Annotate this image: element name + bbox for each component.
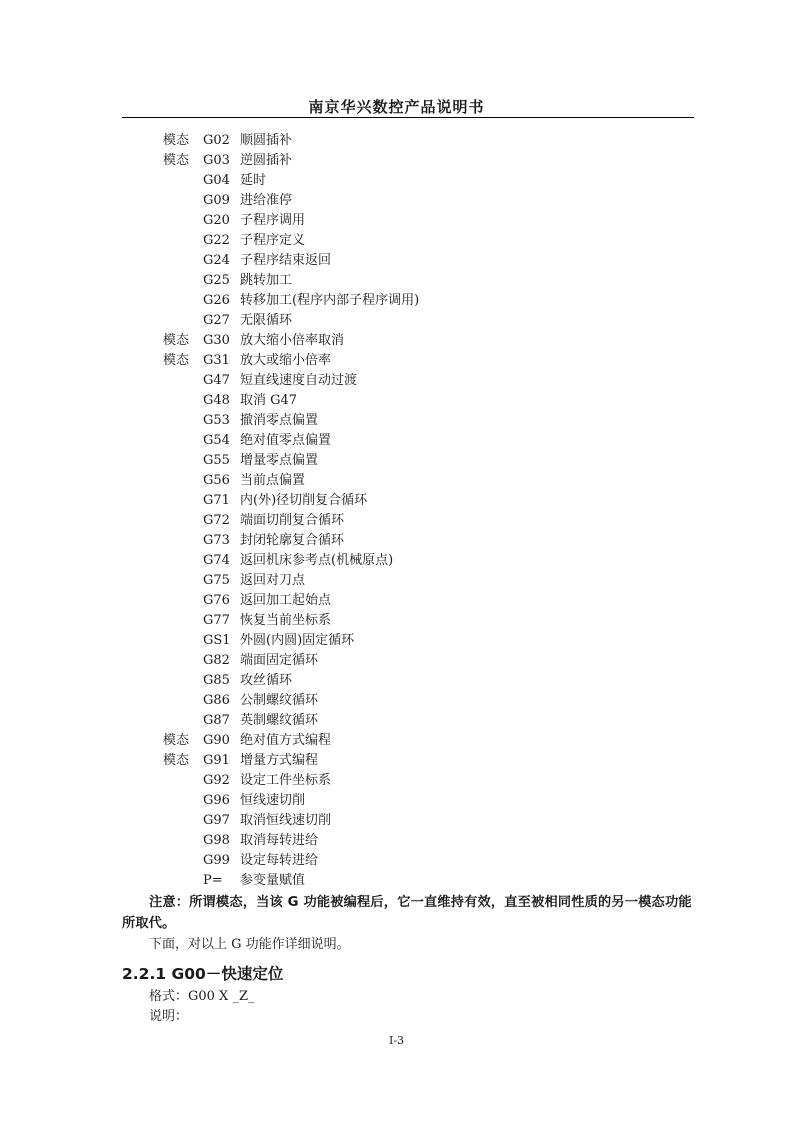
- g-code: G73: [203, 533, 230, 548]
- code-row: [0, 171, 793, 191]
- code-description: 公制螺纹循环: [240, 693, 319, 708]
- g-code-list: [0, 131, 793, 891]
- code-row: [0, 291, 793, 311]
- code-description: 放大或缩小倍率: [240, 353, 332, 368]
- code-row: [0, 351, 793, 371]
- code-description: 参变量赋值: [240, 873, 306, 888]
- g-code: G75: [203, 573, 230, 588]
- code-description: 无限循环: [240, 313, 293, 328]
- code-description: 短直线速度自动过渡: [240, 373, 358, 388]
- code-description: 进给准停: [240, 193, 293, 208]
- g-code: G02: [203, 133, 230, 148]
- g-code: G90: [203, 733, 230, 748]
- code-description: 返回对刀点: [240, 573, 306, 588]
- section-heading: 2.2.1 G00－快速定位: [122, 965, 284, 983]
- g-code: G09: [203, 193, 230, 208]
- modal-tag: 模态: [163, 333, 190, 348]
- code-description: 取消 G47: [240, 393, 298, 408]
- modal-tag: 模态: [163, 133, 190, 148]
- code-row: [0, 791, 793, 811]
- format-line: 格式：G00 X _Z_: [149, 989, 255, 1004]
- g-code: G47: [203, 373, 230, 388]
- explanation-label: 说明：: [149, 1009, 189, 1024]
- code-row: [0, 371, 793, 391]
- g-code: G99: [203, 853, 230, 868]
- g-code: G27: [203, 313, 230, 328]
- g-code: G72: [203, 513, 230, 528]
- code-row: [0, 591, 793, 611]
- code-row: [0, 491, 793, 511]
- g-code: G74: [203, 553, 230, 568]
- g-code: P=: [203, 873, 223, 888]
- code-description: 放大缩小倍率取消: [240, 333, 345, 348]
- code-description: 绝对值零点偏置: [240, 433, 332, 448]
- code-description: 返回机床参考点(机械原点): [240, 553, 394, 568]
- page-header-title: 南京华兴数控产品说明书: [308, 98, 485, 116]
- code-row: [0, 231, 793, 251]
- g-code: G31: [203, 353, 230, 368]
- code-row: [0, 511, 793, 531]
- g-code: G03: [203, 153, 230, 168]
- g-code: G48: [203, 393, 230, 408]
- g-code: G20: [203, 213, 230, 228]
- code-description: 内(外)径切削复合循环: [240, 493, 368, 508]
- code-row: [0, 271, 793, 291]
- code-row: [0, 671, 793, 691]
- code-description: 外圆(内圆)固定循环: [240, 633, 355, 648]
- code-row: [0, 851, 793, 871]
- g-code: G56: [203, 473, 230, 488]
- g-code: G82: [203, 653, 230, 668]
- code-row: [0, 711, 793, 731]
- code-row: [0, 751, 793, 771]
- code-description: 转移加工(程序内部子程序调用): [240, 293, 420, 308]
- code-description: 端面固定循环: [240, 653, 319, 668]
- code-description: 端面切削复合循环: [240, 513, 345, 528]
- g-code: G92: [203, 773, 230, 788]
- code-row: [0, 571, 793, 591]
- code-row: [0, 151, 793, 171]
- code-description: 设定每转进给: [240, 853, 319, 868]
- g-code: G04: [203, 173, 230, 188]
- g-code: G97: [203, 813, 230, 828]
- g-code: G98: [203, 833, 230, 848]
- code-description: 英制螺纹循环: [240, 713, 319, 728]
- code-description: 子程序结束返回: [240, 253, 332, 268]
- code-row: [0, 411, 793, 431]
- code-description: 绝对值方式编程: [240, 733, 332, 748]
- g-code: G22: [203, 233, 230, 248]
- code-row: [0, 831, 793, 851]
- code-row: [0, 251, 793, 271]
- code-row: [0, 431, 793, 451]
- code-description: 当前点偏置: [240, 473, 306, 488]
- g-code: G71: [203, 493, 230, 508]
- code-description: 设定工件坐标系: [240, 773, 332, 788]
- g-code: G25: [203, 273, 230, 288]
- code-description: 恒线速切削: [240, 793, 306, 808]
- code-row: [0, 191, 793, 211]
- code-description: 封闭轮廓复合循环: [240, 533, 345, 548]
- code-description: 攻丝循环: [240, 673, 293, 688]
- g-code: G77: [203, 613, 230, 628]
- g-code: G76: [203, 593, 230, 608]
- code-row: [0, 551, 793, 571]
- code-row: [0, 611, 793, 631]
- code-row: [0, 631, 793, 651]
- modal-note: 注意：所谓模态，当该 G 功能被编程后，它一直维持有效，直至被相同性质的另一模态功能所取代。: [122, 895, 692, 931]
- g-code: G91: [203, 753, 230, 768]
- modal-tag: 模态: [163, 753, 190, 768]
- code-description: 取消恒线速切削: [240, 813, 332, 828]
- code-row: [0, 531, 793, 551]
- code-row: [0, 391, 793, 411]
- code-row: [0, 131, 793, 151]
- g-code: G96: [203, 793, 230, 808]
- g-code: G86: [203, 693, 230, 708]
- code-description: 增量方式编程: [240, 753, 319, 768]
- code-description: 撤消零点偏置: [240, 413, 319, 428]
- code-description: 逆圆插补: [240, 153, 293, 168]
- code-description: 增量零点偏置: [240, 453, 319, 468]
- g-code: G53: [203, 413, 230, 428]
- g-code: G24: [203, 253, 230, 268]
- g-code: G30: [203, 333, 230, 348]
- code-description: 跳转加工: [240, 273, 293, 288]
- code-description: 子程序调用: [240, 213, 306, 228]
- g-code: G87: [203, 713, 230, 728]
- code-row: [0, 651, 793, 671]
- code-description: 顺圆插补: [240, 133, 293, 148]
- modal-tag: 模态: [163, 153, 190, 168]
- header-rule: [122, 117, 694, 118]
- code-description: 返回加工起始点: [240, 593, 332, 608]
- g-code: G26: [203, 293, 230, 308]
- code-row: [0, 211, 793, 231]
- g-code: G55: [203, 453, 230, 468]
- code-row: [0, 811, 793, 831]
- intro-text: 下面，对以上 G 功能作详细说明。: [149, 937, 350, 952]
- code-row: [0, 771, 793, 791]
- code-description: 恢复当前坐标系: [240, 613, 332, 628]
- page-number: I-3: [388, 1034, 405, 1047]
- g-code: G85: [203, 673, 230, 688]
- code-row: [0, 331, 793, 351]
- code-description: 子程序定义: [240, 233, 306, 248]
- code-row: [0, 471, 793, 491]
- modal-tag: 模态: [163, 353, 190, 368]
- code-row: [0, 451, 793, 471]
- code-description: 取消每转进给: [240, 833, 319, 848]
- code-row: [0, 691, 793, 711]
- code-description: 延时: [240, 173, 267, 188]
- g-code: G54: [203, 433, 230, 448]
- code-row: [0, 311, 793, 331]
- code-row: [0, 871, 793, 891]
- modal-tag: 模态: [163, 733, 190, 748]
- g-code: GS1: [203, 633, 231, 648]
- code-row: [0, 731, 793, 751]
